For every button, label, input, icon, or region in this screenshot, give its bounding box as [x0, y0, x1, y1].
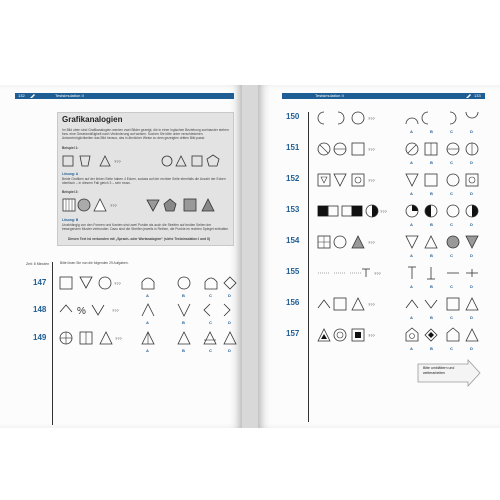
instruction-text: Bitte lösen Sie nun die folgenden 29 Aufgaben. — [60, 261, 129, 265]
svg-text:D: D — [470, 191, 473, 196]
svg-text:C: C — [450, 129, 453, 134]
question-153-figures — [318, 203, 478, 229]
example1-label: Beispiel 1: — [62, 146, 79, 150]
svg-text:B: B — [430, 191, 433, 196]
question-number: 155 — [286, 267, 300, 276]
question-157-figures — [318, 327, 478, 353]
left-page-number: 132 — [18, 93, 25, 98]
svg-text:???: ??? — [368, 302, 375, 307]
timer-label: Zeit: 8 Minuten — [26, 262, 50, 266]
example1-figures — [62, 152, 230, 170]
svg-text:A: A — [410, 253, 413, 258]
solution-a-text: Beide Grafiken auf der linken Seite haben 4 Ecken, sodass auf der rechten Seite ebenfalls die Anzahl der Ecken identisch – in diesem Fall gleich 3 – sein muss. — [62, 177, 226, 186]
svg-text:%: % — [77, 306, 86, 317]
question-152-figures — [318, 172, 478, 198]
tip-text: Diesen Text ist verbunden mit „Sprach- oder Wortanalogien“ (siehe Testsimulation I und II) — [68, 237, 210, 241]
svg-text:B: B — [430, 160, 433, 165]
next-page-note: Bitte umblättern und weiterarbeiten — [423, 366, 455, 375]
svg-text:D: D — [470, 315, 473, 320]
svg-text:B: B — [430, 129, 433, 134]
svg-text:A: A — [410, 346, 413, 351]
svg-text:B: B — [430, 222, 433, 227]
question-number: 148 — [33, 305, 47, 314]
right-header-title: Testsimulation II — [315, 93, 344, 98]
svg-text:C: C — [209, 348, 212, 353]
left-header-title: Testsimulation II — [55, 93, 84, 98]
svg-text:D: D — [470, 284, 473, 289]
svg-text:???: ??? — [368, 116, 375, 121]
svg-text:C: C — [209, 320, 212, 325]
svg-text:C: C — [209, 293, 212, 298]
right-page-number: 133 — [474, 93, 481, 98]
box-intro: Im Bild oben sind Grafikanalogien werden zwei Bilder gezeigt, die in einer logischen Beziehung zueinander stehen bzw. eine Gesetzmäßigkeit nach Veränderung auf weisen. Suchen Sie bitte unter verschiedenen Antwortmöglichkeiten das Bild heraus, das in ähnlicher Weise zu dem gezeigten dritten Bild passt. — [62, 128, 229, 141]
svg-text:B: B — [430, 315, 433, 320]
svg-text:C: C — [450, 222, 453, 227]
question-155-figures — [318, 265, 478, 291]
svg-text:D: D — [470, 253, 473, 258]
solution-b-text: Unabhängig von den Formen und Kanten sind zwei Punkte als auch die Streifen auf beiden Seiten der bewegenden Muster verbunden. Dazu sind die Streifen jeweils in Reihen, die Punkte im rechten Spiegel enthalten. — [62, 223, 230, 232]
svg-text:B: B — [430, 284, 433, 289]
question-number: 154 — [286, 236, 300, 245]
example2-figures — [62, 196, 230, 216]
pencil-icon — [30, 94, 35, 98]
svg-text:???: ??? — [368, 333, 375, 338]
svg-text:B: B — [182, 320, 185, 325]
question-number: 157 — [286, 329, 300, 338]
question-154-figures — [318, 234, 478, 260]
svg-text:D: D — [470, 160, 473, 165]
solution-b-label: Lösung: B — [62, 218, 79, 222]
svg-text:C: C — [450, 160, 453, 165]
question-149-figures — [60, 330, 230, 356]
svg-text:A: A — [410, 160, 413, 165]
svg-text:???: ??? — [114, 159, 121, 164]
svg-text:C: C — [450, 346, 453, 351]
box-title: Grafikanalogien — [62, 115, 123, 124]
right-margin-line — [308, 112, 309, 422]
svg-text:D: D — [228, 348, 231, 353]
left-margin-line — [52, 262, 53, 425]
question-number: 150 — [286, 112, 300, 121]
question-156-figures — [318, 296, 478, 322]
svg-text:D: D — [470, 129, 473, 134]
question-151-figures — [318, 141, 478, 167]
svg-text:???: ??? — [368, 147, 375, 152]
svg-text:C: C — [450, 284, 453, 289]
svg-text:???: ??? — [110, 203, 117, 208]
svg-text:C: C — [450, 191, 453, 196]
svg-text:???: ??? — [374, 271, 381, 276]
book-gutter — [242, 85, 258, 428]
svg-text:D: D — [470, 222, 473, 227]
question-number: 151 — [286, 143, 300, 152]
svg-text:???: ??? — [380, 209, 387, 214]
question-number: 153 — [286, 205, 300, 214]
svg-text:???: ??? — [115, 336, 122, 341]
question-number: 152 — [286, 174, 300, 183]
svg-text:C: C — [450, 253, 453, 258]
question-number: 147 — [33, 278, 47, 287]
question-150-figures — [318, 110, 478, 136]
left-header-bar — [15, 93, 234, 99]
svg-text:???: ??? — [368, 178, 375, 183]
svg-text:A: A — [410, 315, 413, 320]
svg-text:A: A — [146, 320, 149, 325]
question-number: 156 — [286, 298, 300, 307]
pencil-icon — [466, 94, 471, 98]
svg-text:A: A — [410, 222, 413, 227]
svg-text:B: B — [430, 253, 433, 258]
svg-text:???: ??? — [112, 308, 119, 313]
question-147-figures — [60, 275, 230, 301]
svg-text:C: C — [450, 315, 453, 320]
solution-a-label: Lösung: A — [62, 172, 79, 176]
example2-label: Beispiel 2: — [62, 190, 79, 194]
svg-text:A: A — [146, 348, 149, 353]
question-148-figures — [60, 302, 230, 328]
svg-text:A: A — [410, 191, 413, 196]
svg-text:B: B — [182, 348, 185, 353]
svg-text:B: B — [430, 346, 433, 351]
right-header-bar — [282, 93, 485, 99]
svg-text:A: A — [410, 284, 413, 289]
svg-text:A: A — [146, 293, 149, 298]
svg-text:D: D — [228, 320, 231, 325]
svg-text:???: ??? — [114, 281, 121, 286]
svg-text:???: ??? — [368, 240, 375, 245]
svg-text:A: A — [410, 129, 413, 134]
question-number: 149 — [33, 333, 47, 342]
svg-text:D: D — [470, 346, 473, 351]
svg-text:D: D — [228, 293, 231, 298]
svg-text:B: B — [182, 293, 185, 298]
